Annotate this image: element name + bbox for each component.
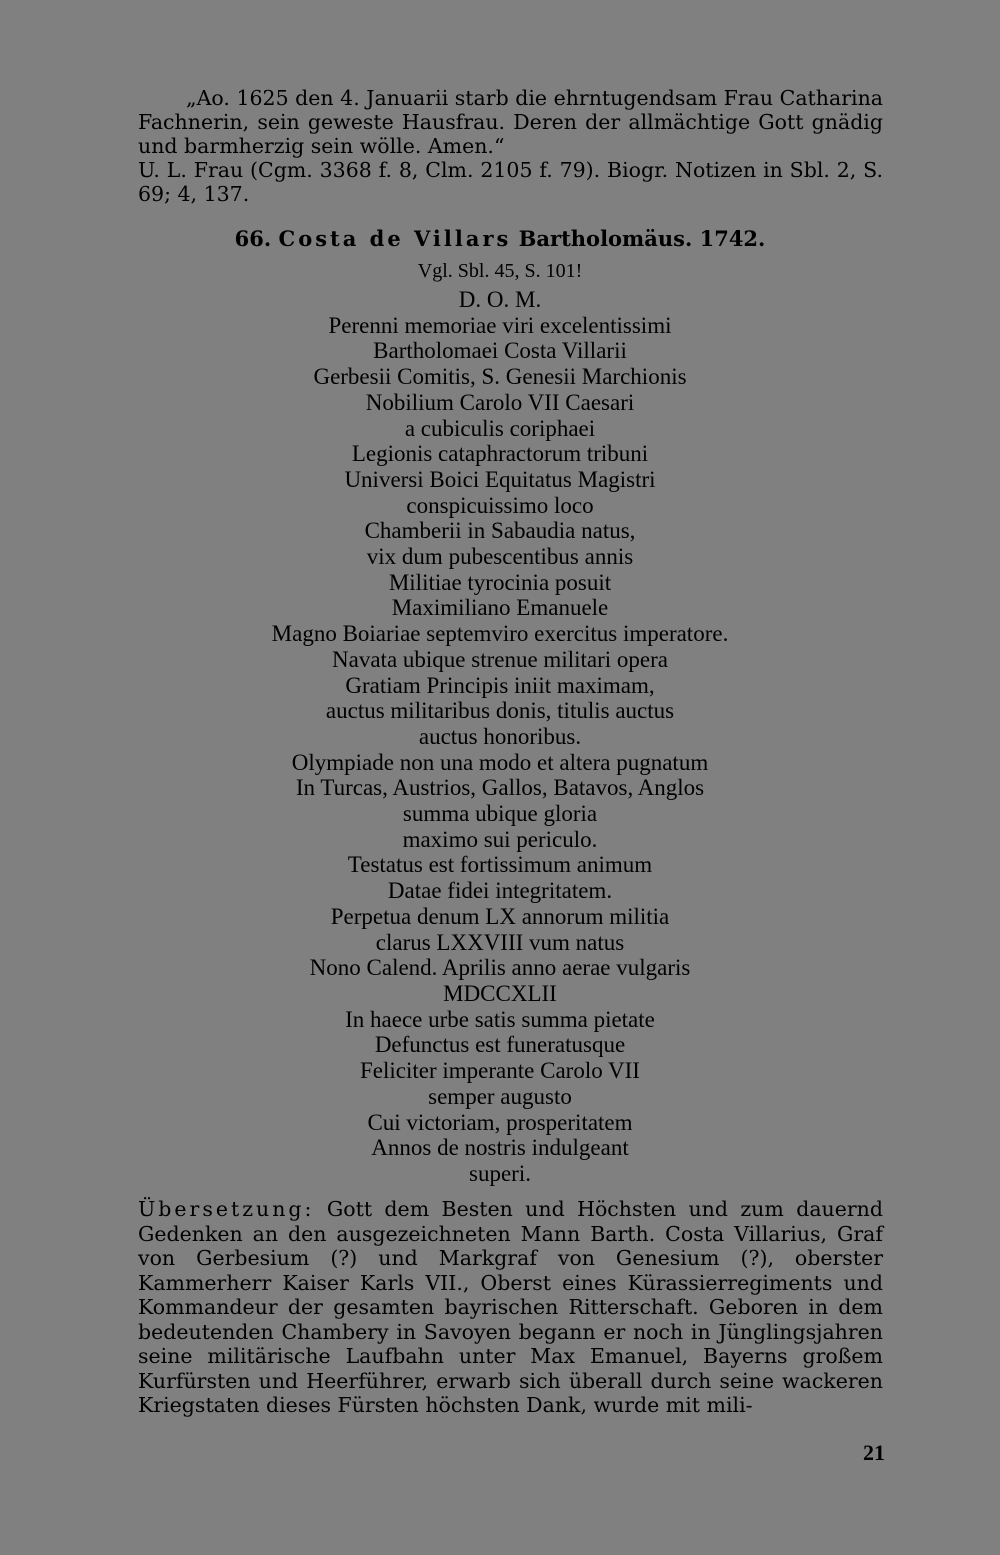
inscription-line: Cui victoriam, prosperitatem (367, 1109, 633, 1135)
inscription-line: Militiae tyrocinia posuit (388, 569, 612, 595)
inscription-line: summa ubique gloria (402, 801, 598, 827)
entry-name: Costa de Villars (278, 226, 512, 251)
inscription-line: clarus LXXVIII vum natus (375, 929, 625, 955)
inscription-line: In Turcas, Austrios, Gallos, Batavos, Anglos (295, 775, 705, 801)
inscription-line: Datae fidei integritatem. (387, 878, 613, 904)
translation-label: Übersetzung: (138, 1197, 315, 1221)
top-reference: U. L. Frau (Cgm. 3368 f. 8, Clm. 2105 f. 79). Biogr. Notizen in Sbl. 2, S. 69; 4, 137. (138, 158, 883, 206)
inscription-line: In haece urbe satis summa pietate (345, 1006, 655, 1032)
inscription-line: a cubiculis coriphaei (404, 415, 596, 441)
translation-text: Gott dem Besten und Höchsten und zum dauernd Gedenken an den ausgezeichneten Mann Barth. Costa Villarius, Graf von Gerbesium (?) und Markgraf von Genesium (?), oberster Kammerherr Kaiser Karls VII., Oberst eines Kürassierregiments und Kommandeur der gesamten bayrischen Ritterschaft. Geboren in dem bedeutenden Chambery in Savoyen begann er noch in Jünglingsjahren seine militärische Laufbahn unter Max Emanuel, Bayerns großem Kurfürsten und Heerführer, erwarb sich überall durch seine wackeren Kriegstaten dieses Fürsten höchsten Dank, wurde mit mili- (138, 1197, 883, 1417)
inscription-line: Maximiliano Emanuele (391, 595, 609, 621)
inscription-line: Universi Boici Equitatus Magistri (344, 466, 656, 492)
translation (138, 1197, 883, 1418)
inscription-line: Testatus est fortissimum animum (347, 852, 653, 878)
entry-given-name: Bartholomäus. (518, 226, 693, 251)
inscription-line: Navata ubique strenue militari opera (332, 646, 668, 672)
inscription-line: auctus militaribus donis, titulis auctus (325, 698, 675, 724)
inscription-line: Legionis cataphractorum tribuni (351, 441, 649, 467)
inscription-line: MDCCXLII (443, 980, 557, 1006)
inscription-line: Bartholomaei Costa Villarii (373, 338, 627, 364)
inscription-line: Defunctus est funeratusque (374, 1032, 626, 1058)
entry-heading (0, 226, 1000, 251)
inscription-line: Feliciter imperante Carolo VII (360, 1058, 640, 1084)
inscription-line: Chamberii in Sabaudia natus, (364, 518, 636, 544)
inscription-line: semper augusto (428, 1083, 572, 1109)
inscription-line: Nono Calend. Aprilis anno aerae vulgaris (309, 955, 691, 981)
inscription-line: Magno Boiariae septemviro exercitus imperatore. (271, 621, 729, 647)
entry-year: 1742. (699, 226, 766, 251)
inscription-line: auctus honoribus. (418, 723, 582, 749)
entry-number: 66. (234, 226, 272, 251)
inscription-line: Annos de nostris indulgeant (371, 1135, 629, 1161)
inscription-line: Gratiam Principis iniit maximam, (345, 672, 655, 698)
inscription-line: Perenni memoriae viri excelentissimi (328, 312, 672, 338)
top-quote: „Ao. 1625 den 4. Januarii starb die ehrntugendsam Frau Catharina Fachnerin, sein geweste Hausfrau. Deren der allmächtige Gott gnädig und barmherzig sein wölle. Amen.“ (138, 86, 883, 158)
inscription-line: D. O. M. (458, 287, 542, 312)
inscription-line: Nobilium Carolo VII Caesari (365, 389, 635, 415)
inscription-line: Gerbesii Comitis, S. Genesii Marchionis (313, 364, 687, 390)
inscription-line: Olympiade non una modo et altera pugnatum (291, 749, 709, 775)
page-number: 21 (863, 1440, 885, 1465)
cross-reference: Vgl. Sbl. 45, S. 101! (417, 260, 583, 282)
inscription-line: maximo sui periculo. (402, 826, 598, 852)
burial-note (138, 86, 883, 206)
inscription-line: superi. (469, 1160, 531, 1186)
inscription-line: Perpetua denum LX annorum militia (330, 903, 670, 929)
inscription-line: conspicuissimo loco (406, 492, 594, 518)
latin-inscription (0, 287, 1000, 1187)
inscription-line: vix dum pubescentibus annis (366, 544, 634, 570)
